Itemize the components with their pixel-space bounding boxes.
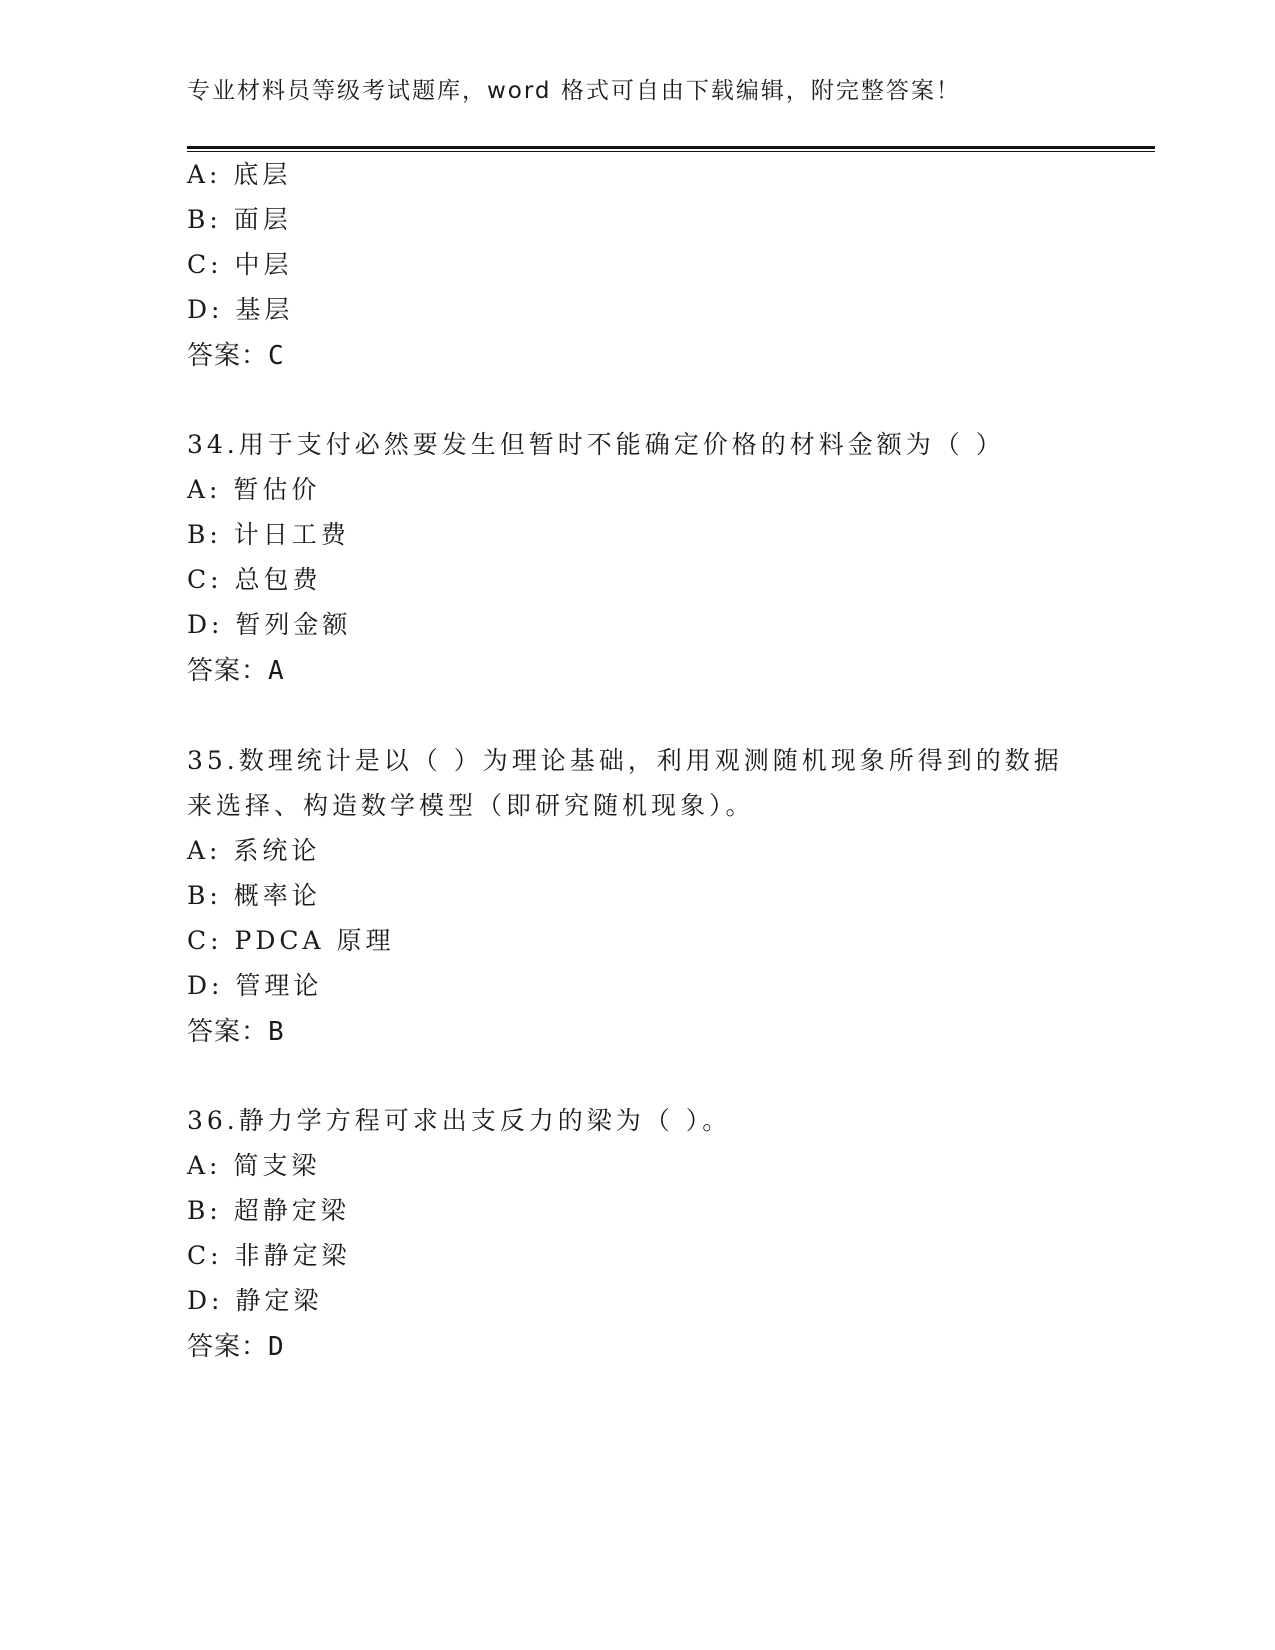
q33-answer (187, 341, 284, 371)
header-rule-thin (187, 151, 1155, 152)
q34-answer (187, 656, 284, 686)
document-header: 专业材料员等级考试题库，word 格式可自由下载编辑，附完整答案！ (187, 78, 961, 104)
q34-option-d: D: 暂列金额 (187, 610, 352, 639)
q34-option-b: B: 计日工费 (187, 520, 350, 549)
q36-stem: 36.静力学方程可求出支反力的梁为（ ）。 (187, 1106, 732, 1135)
q35-option-d: D: 管理论 (187, 971, 323, 1000)
q33-option-d: D: 基层 (187, 295, 294, 324)
answer-label: 答案： (187, 1017, 269, 1047)
answer-label: 答案： (187, 656, 269, 686)
q33-option-c: C: 中层 (187, 250, 293, 279)
q35-option-b: B: 概率论 (187, 881, 321, 910)
q33-option-b: B: 面层 (187, 205, 292, 234)
header-rule-thick (187, 146, 1155, 149)
q35-answer (187, 1017, 284, 1047)
q34-option-a: A: 暂估价 (187, 475, 321, 504)
answer-value: B (268, 1017, 284, 1047)
q35-stem-line-1: 35.数理统计是以（ ）为理论基础，利用观测随机现象所得到的数据 (187, 746, 1063, 775)
q34-stem: 34.用于支付必然要发生但暂时不能确定价格的材料金额为（ ） (187, 430, 1005, 459)
q35-option-c: C: PDCA 原理 (187, 926, 395, 955)
q33-option-a: A: 底层 (187, 160, 292, 189)
answer-value: A (268, 656, 284, 686)
q36-option-a: A: 简支梁 (187, 1151, 321, 1180)
q36-option-b: B: 超静定梁 (187, 1196, 350, 1225)
q36-answer (187, 1332, 284, 1362)
answer-value: D (268, 1332, 284, 1362)
q36-option-d: D: 静定梁 (187, 1286, 323, 1315)
q34-option-c: C: 总包费 (187, 565, 322, 594)
answer-value: C (268, 341, 284, 371)
q35-option-a: A: 系统论 (187, 836, 321, 865)
q35-stem-line-2: 来选择、构造数学模型（即研究随机现象）。 (187, 791, 755, 820)
answer-label: 答案： (187, 341, 269, 371)
q36-option-c: C: 非静定梁 (187, 1241, 351, 1270)
answer-label: 答案： (187, 1332, 269, 1362)
